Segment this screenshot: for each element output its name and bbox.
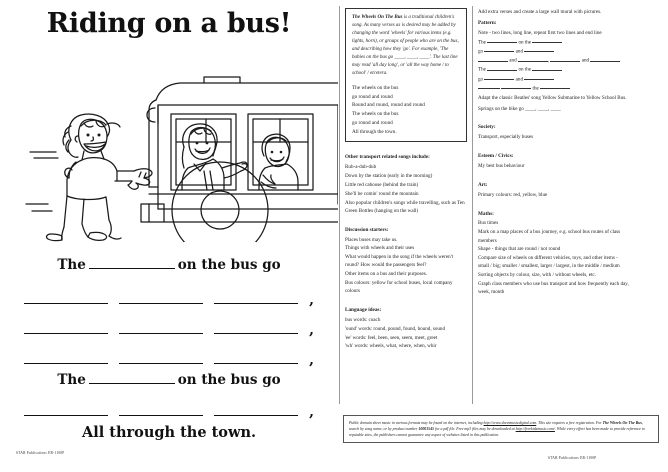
section-item: 'ound' words: round, pound, found, bound, sound: [345, 325, 446, 332]
publication-credit-left: STAR Publications ER-1100P: [16, 451, 65, 455]
blank-segment[interactable]: [24, 352, 108, 364]
pattern-blank[interactable]: [484, 47, 514, 52]
blank-segment[interactable]: [119, 292, 203, 304]
verse-line: The wheels on the bus: [352, 111, 399, 118]
section-item: She'll be comin' round the mountain: [345, 190, 419, 197]
blank-segment[interactable]: [119, 352, 203, 364]
verse2-blank-row-1: [0, 404, 338, 420]
song-intro-paragraph: [352, 14, 461, 78]
section-item: Sorting objects by colour, size, with / without wheels, etc.: [478, 272, 596, 279]
blank-segment[interactable]: [24, 404, 108, 416]
pattern-adapt: Adapt the classic Beatles' song Yellow Submarine to Yellow School Bus.: [478, 95, 627, 102]
pattern-blank[interactable]: [487, 65, 517, 70]
section-language: [345, 306, 467, 351]
section-maths: [478, 210, 630, 297]
notice-text-5: . While every effort has been made to provide reference to reputable sites, the publishers cannot guarantee any aspect of websites listed in this publication.: [349, 426, 645, 438]
blank-segment[interactable]: [119, 404, 203, 416]
verse-line: The wheels on the bus: [352, 85, 399, 91]
pattern-blank[interactable]: [487, 38, 517, 43]
pattern-blank[interactable]: [518, 56, 548, 61]
song-title-bold: The Wheels On The Bus: [352, 15, 403, 20]
notice-song-title: The Wheels On The Bus: [602, 420, 642, 425]
publication-credit-right: STAR Publications ER-1100P: [548, 456, 597, 460]
section-heading: Esteem / Civics:: [478, 153, 514, 160]
blank-segment[interactable]: [24, 322, 108, 334]
pattern-blank[interactable]: [524, 47, 554, 52]
bus-illustration: [8, 44, 338, 242]
section-heading: Discussion starters:: [345, 226, 389, 233]
section-item: Little red caboose (behind the train): [345, 181, 419, 188]
bus-body: [141, 77, 338, 222]
pattern-template-line: go and: [478, 75, 630, 84]
section-heading: Pattern:: [478, 20, 497, 27]
row-comma: ,: [309, 404, 314, 420]
verse-line: All through the town.: [352, 128, 397, 135]
row-comma: ,: [309, 352, 314, 368]
pattern-blank[interactable]: [532, 38, 562, 43]
verse-line: Round and round, round and round: [352, 102, 425, 109]
section-item: What would happen in the song if the wheels weren't round? How would the passengers feel?: [345, 254, 453, 269]
pattern-template-line: go and: [478, 47, 630, 56]
pattern-blank[interactable]: [550, 56, 580, 61]
verse1-blank-row-1: [0, 292, 338, 308]
pattern-blank[interactable]: [540, 84, 570, 89]
running-boy: [26, 114, 152, 241]
section-heading: Art:: [478, 181, 488, 188]
child-in-window-one: [182, 124, 248, 190]
section-item: Compare size of wheels on different vehicles, toys, and other items - small / big; smaller / smallest, larger / largest, in the middle / medium: [478, 255, 620, 270]
pattern-blank[interactable]: [478, 84, 500, 89]
pattern-note: Note - two lines, long line, repeat first two lines and end line: [478, 30, 602, 37]
verse1-lead-before: The: [57, 257, 86, 274]
column-divider-left: [339, 6, 340, 404]
section-item: Other items on a bus and their purposes.: [345, 271, 428, 278]
song-intro-text: is a traditional children's song. As many verses as is desired may be added by changing the word 'wheels' for various items (e.g. lights, horn), or groups of people who are on the bus, and describing how they 'go'. For example, 'The babies on the bus go ____, ____, ____'. The last line may read 'all day long', or 'all the way home / to school' / etcetera.: [352, 15, 459, 76]
section-item: 'wh' words: wheels, what, where, when, whir: [345, 343, 437, 350]
middle-notes-column: [345, 8, 467, 357]
section-other-songs: [345, 153, 467, 215]
section-item: Primary colours: red, yellow, blue: [478, 191, 548, 198]
verse2-lead-after: on the bus go: [177, 372, 281, 389]
pattern-template-line: and , and: [478, 56, 630, 65]
freekidsmusic-link[interactable]: http://freekidsmusic.com/: [515, 426, 555, 431]
blank-segment[interactable]: [119, 322, 203, 334]
section-item: Places buses may take us.: [345, 236, 398, 243]
section-heading: Language ideas:: [345, 307, 382, 314]
section-item: My best bus behaviour: [478, 163, 525, 169]
blank-segment[interactable]: [214, 352, 298, 364]
blank-segment[interactable]: [24, 292, 108, 304]
section-society: [478, 123, 630, 141]
section-item: Also popular children's songs while travelling, such as Ten Green Bottles (hanging on the wall): [345, 199, 465, 214]
verse1-word-blank[interactable]: [89, 257, 175, 269]
sheetmusic-link[interactable]: http://www.sheetmusicdigital.com: [483, 420, 537, 425]
pattern-springs: Springs on the bike go ____, ____, ____: [478, 105, 561, 112]
pattern-intro: Add extra verses and create a large wall mural with pictures.: [478, 9, 602, 15]
section-item: Bus times: [478, 220, 499, 227]
verse1-lead-line: [0, 257, 338, 273]
pattern-template-line: The on the: [478, 65, 630, 74]
blank-segment[interactable]: [214, 322, 298, 334]
song-verse: [352, 84, 461, 136]
pattern-blank[interactable]: [478, 56, 508, 61]
section-item: 'ee' words: feel, been, seen, seem, meet, greet: [345, 334, 438, 341]
section-heading: Other transport related songs include:: [345, 154, 430, 161]
section-item: Mark on a map places of a bus journey, e.g. school bus routes of class members: [478, 229, 621, 244]
section-item: Rub-a-dub-dub: [345, 164, 377, 171]
page-title: Riding on a bus!: [46, 8, 292, 39]
section-item: Graph class members who use bus transport and how frequently each day, week, month: [478, 281, 629, 296]
section-item: bus words: coach: [345, 317, 381, 324]
notice-text-4: for a pdf file. Free mp3 files may be downloaded at: [433, 426, 516, 431]
section-item: Down by the station (early in the morning): [345, 173, 433, 180]
pattern-template-line: The on the: [478, 38, 630, 47]
right-notes-column: [478, 8, 630, 303]
notice-text-1: Public domain sheet music in various formats may be found on the internet, including: [349, 420, 484, 425]
section-esteem: [478, 152, 630, 170]
row-comma: ,: [309, 292, 314, 308]
section-art: [478, 181, 630, 199]
section-item: Transport, especially buses: [478, 134, 534, 141]
verse2-word-blank[interactable]: [89, 372, 175, 384]
verse1-blank-row-2: [0, 322, 338, 338]
blank-segment[interactable]: [214, 404, 298, 416]
verse2-lead-line: [0, 372, 338, 388]
verse-line: go round and round: [352, 93, 393, 100]
notice-text-3: , search by song name, or by product number: [349, 420, 643, 431]
section-item: Shape - things that are round / not round: [478, 246, 561, 253]
pattern-blank[interactable]: [524, 75, 554, 80]
verse1-blank-row-3: [0, 352, 338, 368]
column-divider-right: [472, 6, 473, 404]
notice-text-2: . This site requires a free registration. For: [536, 420, 603, 425]
closing-line: All through the town.: [81, 424, 257, 441]
public-domain-notice: [343, 415, 659, 443]
pattern-blank[interactable]: [501, 84, 531, 89]
notice-product-number: 10001545: [418, 426, 434, 431]
section-heading: Maths:: [478, 210, 494, 217]
section-heading: Society:: [478, 124, 496, 131]
pattern-blank[interactable]: [590, 56, 620, 61]
pattern-template-line: the: [478, 84, 630, 93]
song-intro-box: [345, 8, 467, 142]
section-discussion: [345, 226, 467, 296]
section-item: Things with wheels and their uses: [345, 245, 415, 252]
section-item: Bus colours: yellow for school buses, local company colours: [345, 280, 453, 295]
verse2-lead-before: The: [57, 372, 86, 389]
blank-segment[interactable]: [214, 292, 298, 304]
row-comma: ,: [309, 322, 314, 338]
pattern-blank[interactable]: [532, 65, 562, 70]
pattern-blank[interactable]: [484, 75, 514, 80]
verse-line: go round and round: [352, 119, 393, 126]
section-pattern: [478, 8, 630, 113]
verse1-lead-after: on the bus go: [177, 257, 281, 274]
